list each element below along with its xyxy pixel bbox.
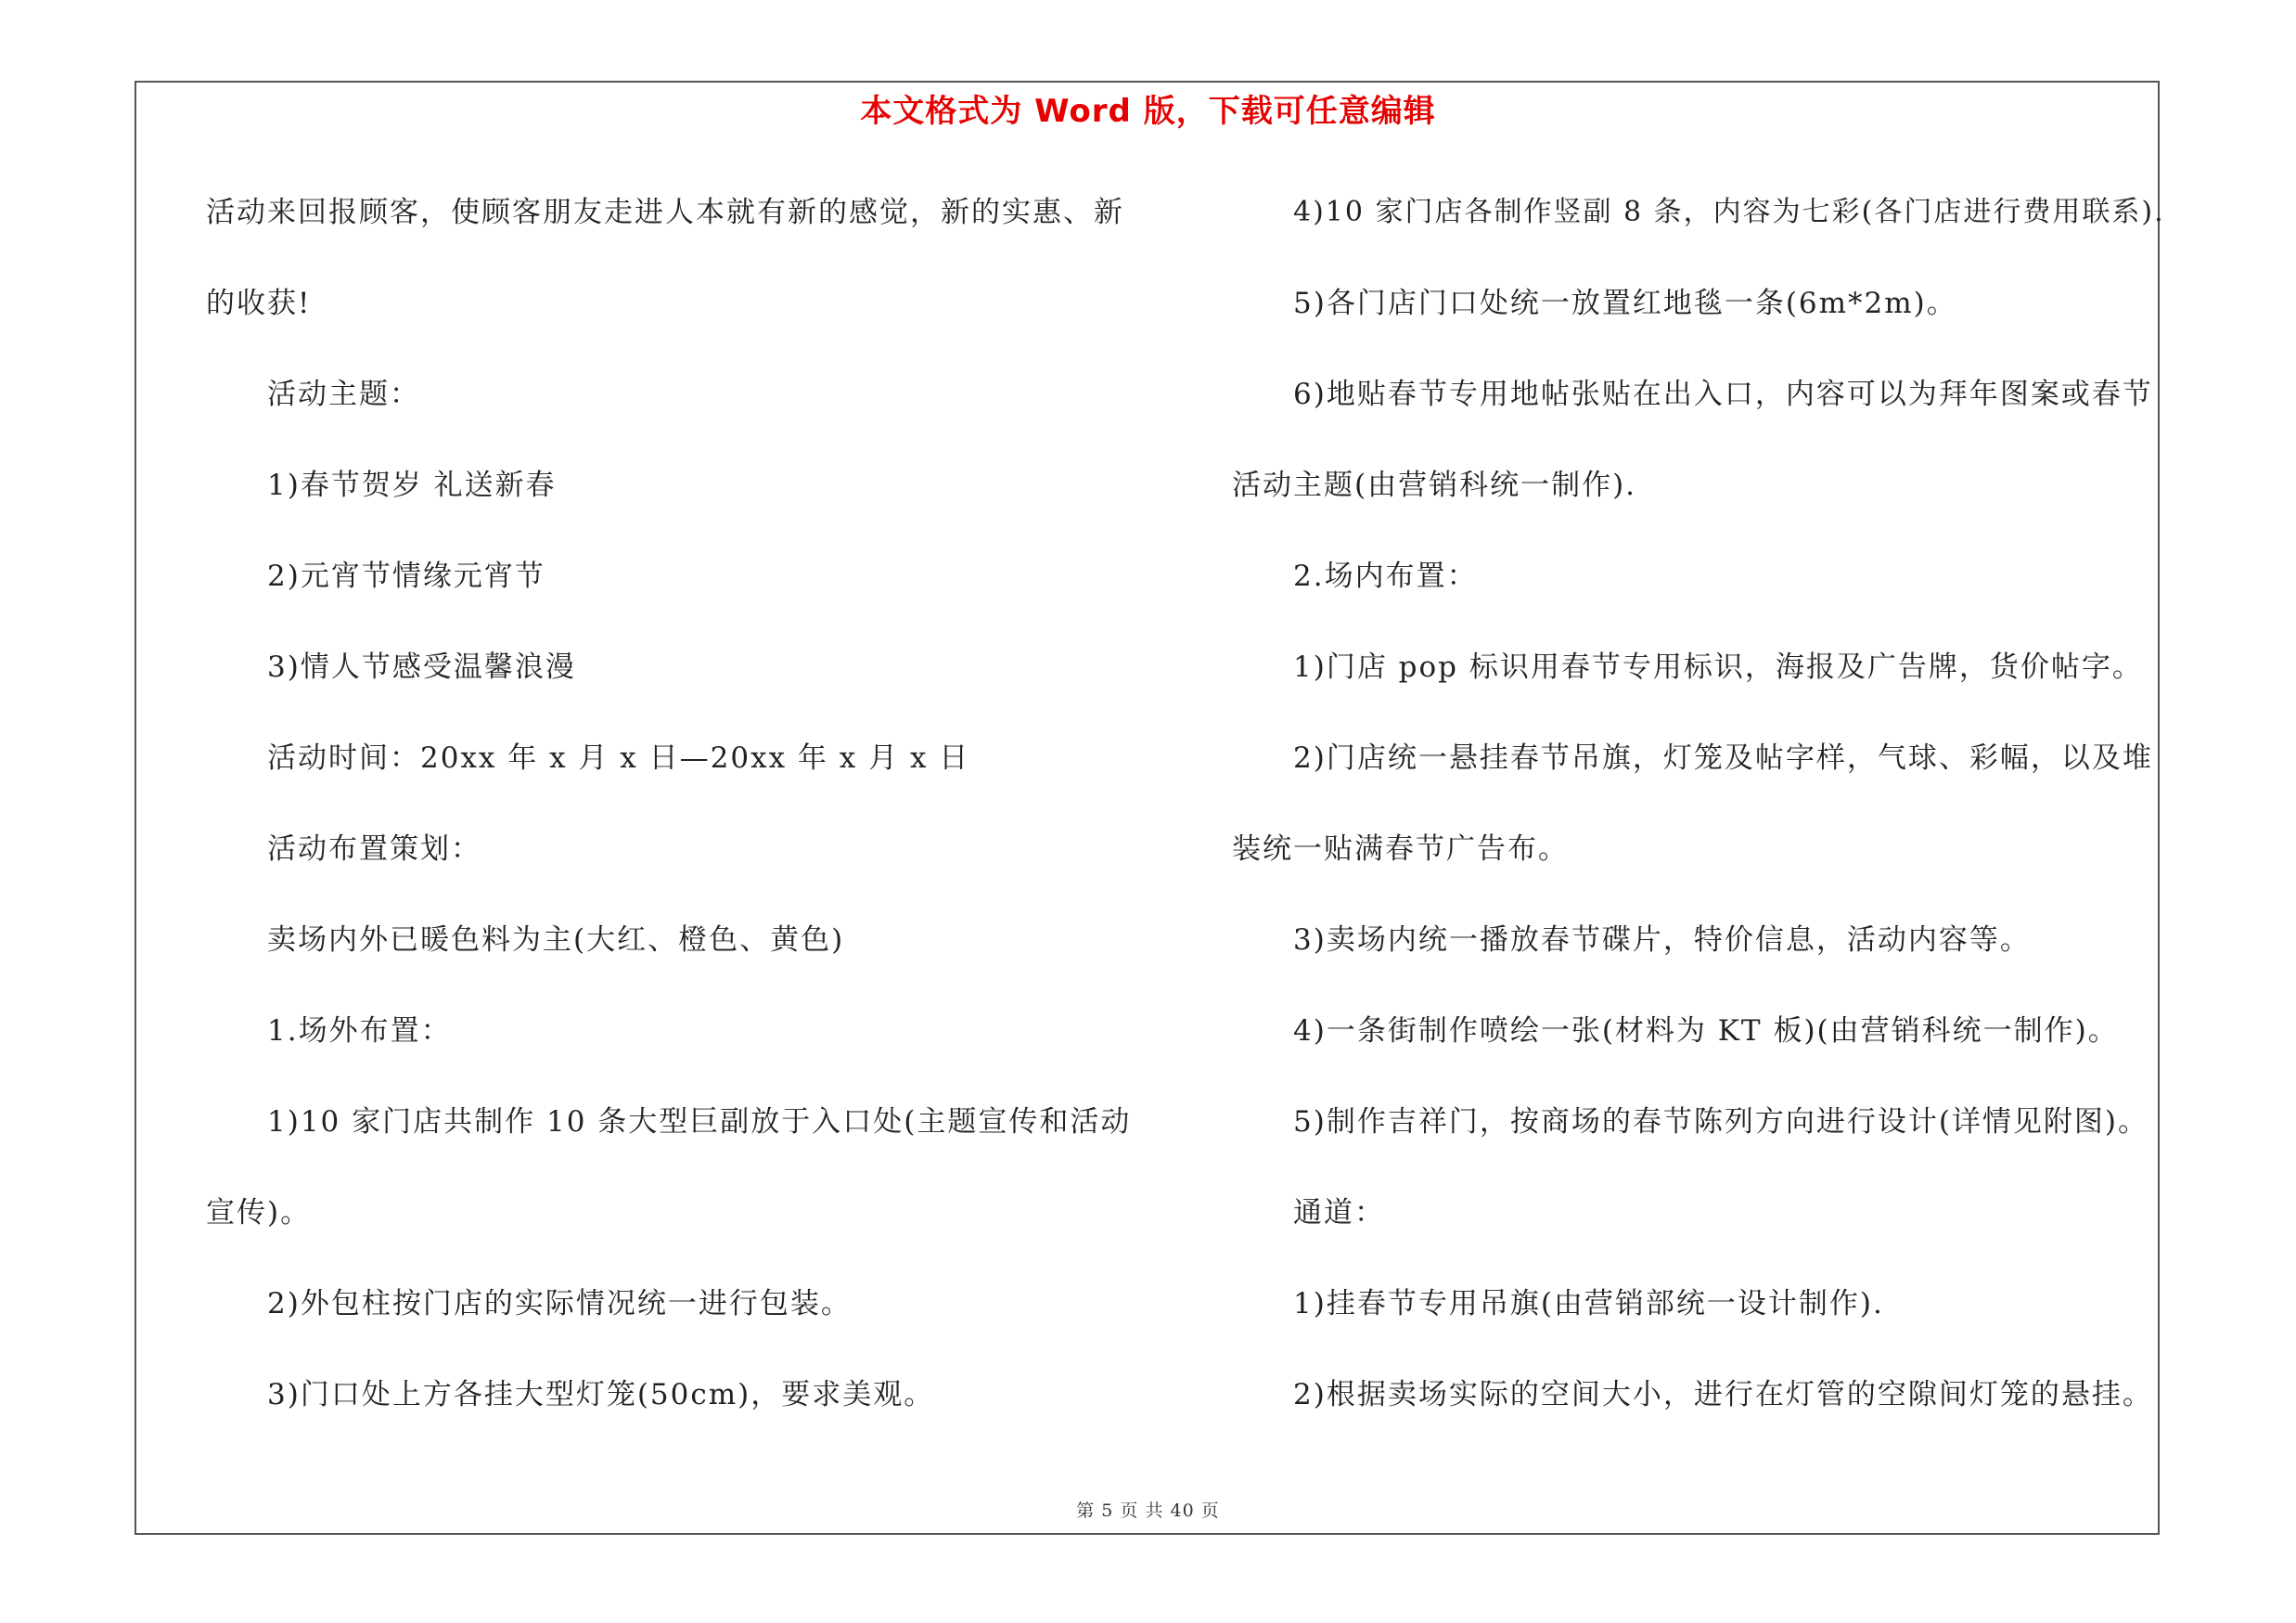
text-line: 活动来回报顾客，使顾客朋友走进人本就有新的感觉，新的实惠、新 bbox=[206, 196, 1124, 229]
text-line: 宣传)。 bbox=[206, 1196, 312, 1230]
text-line: 活动时间：20xx 年 x 月 x 日—20xx 年 x 月 x 日 bbox=[267, 741, 970, 775]
text-line: 2)元宵节情缘元宵节 bbox=[267, 560, 545, 593]
text-line: 活动布置策划： bbox=[267, 832, 481, 866]
text-line: 2.场内布置： bbox=[1293, 560, 1478, 593]
text-line: 1.场外布置： bbox=[267, 1014, 452, 1048]
text-line: 通道： bbox=[1293, 1196, 1385, 1230]
text-line: 5)制作吉祥门，按商场的春节陈列方向进行设计(详情见附图)。 bbox=[1293, 1105, 2149, 1139]
text-line: 的收获! bbox=[206, 287, 312, 320]
text-line: 3)卖场内统一播放春节碟片，特价信息，活动内容等。 bbox=[1293, 923, 2031, 957]
text-line: 活动主题(由营销科统一制作). bbox=[1232, 469, 1637, 502]
text-line: 4)一条街制作喷绘一张(材料为 KT 板)(由营销科统一制作)。 bbox=[1293, 1014, 2119, 1048]
text-line: 6)地贴春节专用地帖张贴在出入口，内容可以为拜年图案或春节 bbox=[1293, 378, 2153, 411]
text-line: 2)门店统一悬挂春节吊旗，灯笼及帖字样，气球、彩幅，以及堆 bbox=[1293, 741, 2153, 775]
text-line: 1)门店 pop 标识用春节专用标识，海报及广告牌，货价帖字。 bbox=[1293, 650, 2143, 684]
header-banner: 本文格式为 Word 版，下载可任意编辑 bbox=[860, 93, 1436, 130]
text-line: 3)门口处上方各挂大型灯笼(50cm)，要求美观。 bbox=[267, 1378, 935, 1411]
text-line: 1)挂春节专用吊旗(由营销部统一设计制作). bbox=[1293, 1287, 1884, 1320]
text-line: 4)10 家门店各制作竖副 8 条，内容为七彩(各门店进行费用联系). bbox=[1293, 196, 2165, 228]
text-line: 卖场内外已暖色料为主(大红、橙色、黄色) bbox=[267, 923, 845, 957]
text-line: 5)各门店门口处统一放置红地毯一条(6m*2m)。 bbox=[1293, 287, 1957, 320]
page-number-footer: 第 5 页 共 40 页 bbox=[1076, 1501, 1220, 1521]
text-line: 1)10 家门店共制作 10 条大型巨副放于入口处(主题宣传和活动 bbox=[267, 1105, 1132, 1139]
text-line: 活动主题： bbox=[267, 378, 420, 411]
text-line: 装统一贴满春节广告布。 bbox=[1232, 832, 1569, 866]
text-line: 1)春节贺岁 礼送新春 bbox=[267, 469, 557, 502]
text-line: 2)外包柱按门店的实际情况统一进行包装。 bbox=[267, 1287, 852, 1320]
text-line: 3)情人节感受温馨浪漫 bbox=[267, 650, 576, 684]
text-line: 2)根据卖场实际的空间大小，进行在灯管的空隙间灯笼的悬挂。 bbox=[1293, 1378, 2153, 1411]
